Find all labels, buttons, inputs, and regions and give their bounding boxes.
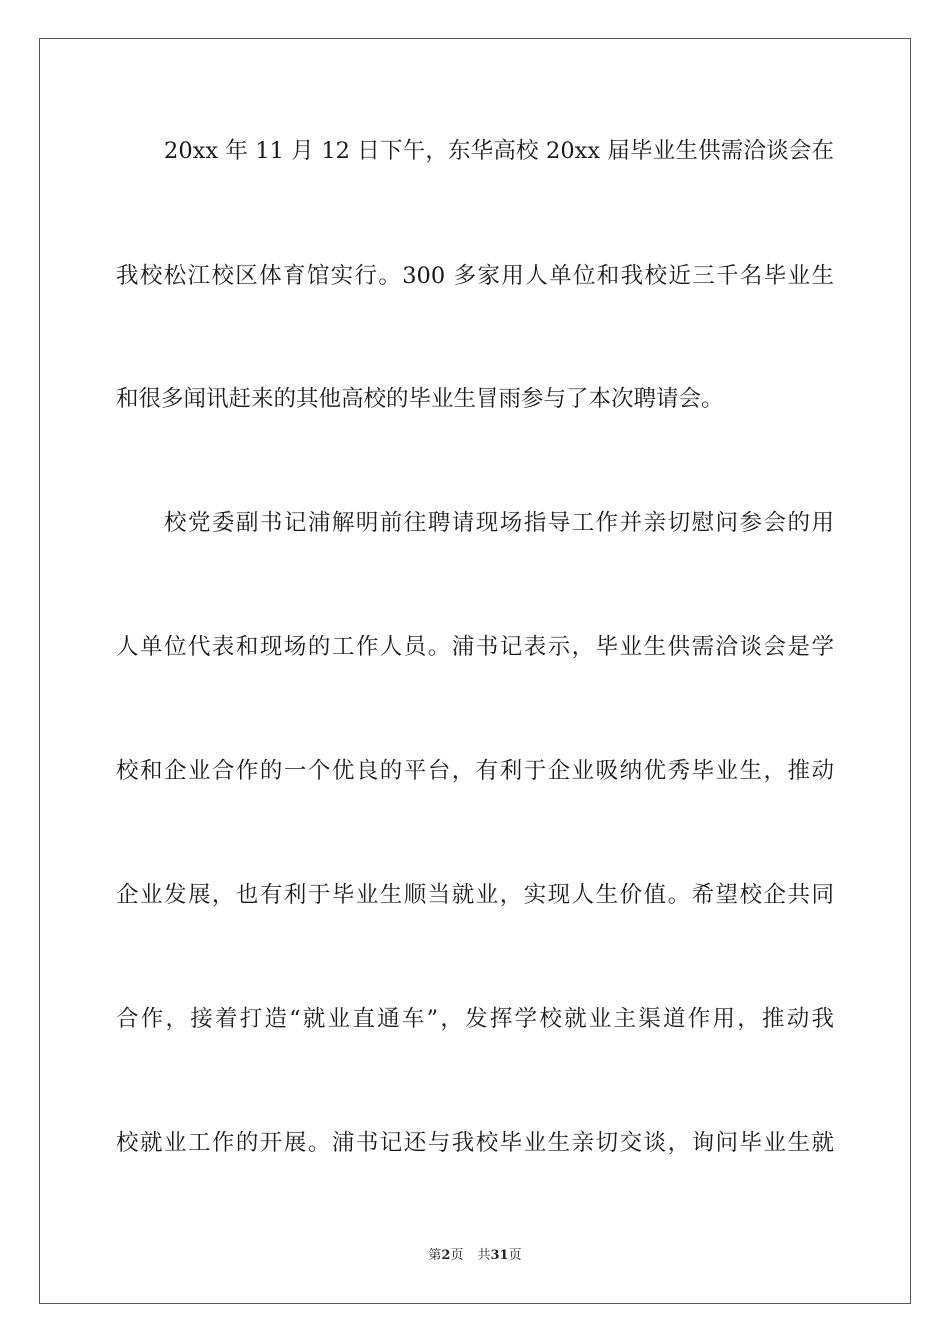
paragraph-2-line-6: 校就业工作的开展。浦书记还与我校毕业生亲切交谈，询问毕业生就	[116, 1130, 834, 1156]
footer-page-prefix: 第	[428, 1248, 442, 1263]
footer-total-prefix: 共	[477, 1248, 491, 1263]
paragraph-2-line-3: 校和企业合作的一个优良的平台，有利于企业吸纳优秀毕业生，推动	[116, 758, 834, 784]
footer-page-suffix: 页	[450, 1248, 464, 1263]
footer-total-suffix: 页	[508, 1248, 522, 1263]
paragraph-2-line-4: 企业发展，也有利于毕业生顺当就业，实现人生价值。希望校企共同	[116, 882, 834, 908]
footer-total-pages: 31	[490, 1248, 509, 1263]
paragraph-2-line-1: 校党委副书记浦解明前往聘请现场指导工作并亲切慰问参会的用	[164, 510, 834, 536]
page-border	[39, 38, 911, 1304]
paragraph-2-line-2: 人单位代表和现场的工作人员。浦书记表示，毕业生供需洽谈会是学	[116, 634, 834, 660]
paragraph-1-line-3: 和很多闻讯赶来的其他高校的毕业生冒雨参与了本次聘请会。	[116, 386, 724, 412]
page-footer	[0, 1248, 950, 1264]
paragraph-1-line-2: 我校松江校区体育馆实行。300 多家用人单位和我校近三千名毕业生	[116, 263, 834, 289]
paragraph-2-line-5: 合作，接着打造“就业直通车”，发挥学校就业主渠道作用，推动我	[116, 1006, 834, 1032]
footer-page-number: 2	[441, 1248, 451, 1263]
paragraph-1-line-1: 20xx 年 11 月 12 日下午，东华高校 20xx 届毕业生供需洽谈会在	[164, 138, 834, 164]
